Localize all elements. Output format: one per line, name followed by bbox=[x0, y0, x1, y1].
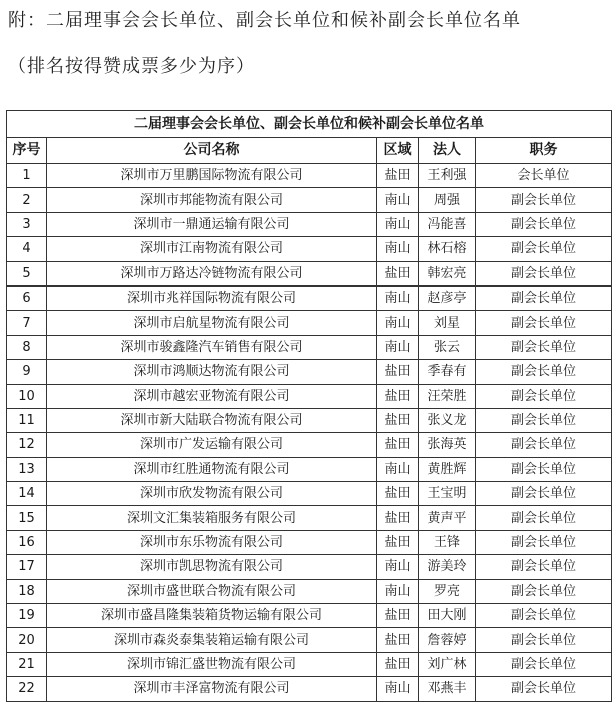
cell-company: 深圳市启航星物流有限公司 bbox=[47, 311, 377, 335]
cell-region: 盐田 bbox=[377, 530, 419, 554]
table-title: 二届理事会会长单位、副会长单位和候补副会长单位名单 bbox=[7, 111, 612, 138]
cell-legal-rep: 季春有 bbox=[419, 360, 476, 384]
cell-legal-rep: 罗亮 bbox=[419, 579, 476, 603]
cell-role: 副会长单位 bbox=[476, 237, 612, 261]
cell-company: 深圳市骏鑫隆汽车销售有限公司 bbox=[47, 335, 377, 359]
cell-region: 盐田 bbox=[377, 164, 419, 188]
cell-number: 10 bbox=[7, 384, 47, 408]
cell-legal-rep: 王利强 bbox=[419, 164, 476, 188]
cell-legal-rep: 韩宏亮 bbox=[419, 261, 476, 286]
cell-company: 深圳市一鼎通运输有限公司 bbox=[47, 212, 377, 236]
cell-region: 南山 bbox=[377, 457, 419, 481]
cell-company: 深圳市江南物流有限公司 bbox=[47, 237, 377, 261]
cell-company: 深圳市欣发物流有限公司 bbox=[47, 482, 377, 506]
table-row bbox=[7, 506, 612, 530]
cell-role: 副会长单位 bbox=[476, 433, 612, 457]
cell-region: 盐田 bbox=[377, 506, 419, 530]
cell-role: 副会长单位 bbox=[476, 506, 612, 530]
cell-legal-rep: 田大刚 bbox=[419, 604, 476, 628]
cell-role: 副会长单位 bbox=[476, 555, 612, 579]
cell-role: 副会长单位 bbox=[476, 188, 612, 212]
cell-role: 副会长单位 bbox=[476, 311, 612, 335]
cell-role: 副会长单位 bbox=[476, 604, 612, 628]
table-row bbox=[7, 384, 612, 408]
table-row bbox=[7, 286, 612, 311]
column-header-legal-rep: 法人 bbox=[419, 138, 476, 164]
cell-region: 南山 bbox=[377, 188, 419, 212]
cell-company: 深圳市东乐物流有限公司 bbox=[47, 530, 377, 554]
cell-number: 18 bbox=[7, 579, 47, 603]
column-header-role: 职务 bbox=[476, 138, 612, 164]
document-subheading: （排名按得赞成票多少为序） bbox=[8, 56, 255, 77]
cell-company: 深圳市邦能物流有限公司 bbox=[47, 188, 377, 212]
cell-company: 深圳市鸿顺达物流有限公司 bbox=[47, 360, 377, 384]
cell-number: 3 bbox=[7, 212, 47, 236]
cell-legal-rep: 黄胜辉 bbox=[419, 457, 476, 481]
cell-legal-rep: 赵彦亭 bbox=[419, 286, 476, 311]
cell-company: 深圳市广发运输有限公司 bbox=[47, 433, 377, 457]
cell-company: 深圳市新大陆联合物流有限公司 bbox=[47, 408, 377, 432]
cell-role: 副会长单位 bbox=[476, 482, 612, 506]
column-header-company: 公司名称 bbox=[47, 138, 377, 164]
cell-number: 19 bbox=[7, 604, 47, 628]
cell-region: 盐田 bbox=[377, 384, 419, 408]
cell-number: 9 bbox=[7, 360, 47, 384]
cell-region: 盐田 bbox=[377, 433, 419, 457]
table-row bbox=[7, 408, 612, 432]
table-row bbox=[7, 335, 612, 359]
member-table-container bbox=[6, 110, 611, 702]
cell-company: 深圳市森炎泰集装箱运输有限公司 bbox=[47, 628, 377, 652]
cell-role: 副会长单位 bbox=[476, 579, 612, 603]
cell-legal-rep: 冯能喜 bbox=[419, 212, 476, 236]
table-row bbox=[7, 579, 612, 603]
cell-company: 深圳市越宏亚物流有限公司 bbox=[47, 384, 377, 408]
cell-role: 副会长单位 bbox=[476, 261, 612, 286]
table-title-row bbox=[7, 111, 612, 138]
cell-region: 南山 bbox=[377, 311, 419, 335]
cell-legal-rep: 詹蓉婷 bbox=[419, 628, 476, 652]
table-row bbox=[7, 311, 612, 335]
table-row bbox=[7, 188, 612, 212]
cell-role: 会长单位 bbox=[476, 164, 612, 188]
table-row bbox=[7, 164, 612, 188]
cell-number: 8 bbox=[7, 335, 47, 359]
cell-legal-rep: 张海英 bbox=[419, 433, 476, 457]
cell-region: 南山 bbox=[377, 555, 419, 579]
cell-number: 21 bbox=[7, 652, 47, 676]
table-header-row bbox=[7, 138, 612, 164]
cell-role: 副会长单位 bbox=[476, 212, 612, 236]
cell-company: 深圳市凯思物流有限公司 bbox=[47, 555, 377, 579]
member-table bbox=[6, 110, 612, 702]
cell-region: 南山 bbox=[377, 286, 419, 311]
cell-number: 15 bbox=[7, 506, 47, 530]
cell-role: 副会长单位 bbox=[476, 384, 612, 408]
table-row bbox=[7, 530, 612, 554]
cell-company: 深圳市万路达冷链物流有限公司 bbox=[47, 261, 377, 286]
cell-company: 深圳市盛世联合物流有限公司 bbox=[47, 579, 377, 603]
cell-region: 盐田 bbox=[377, 360, 419, 384]
cell-region: 南山 bbox=[377, 579, 419, 603]
cell-legal-rep: 周强 bbox=[419, 188, 476, 212]
cell-number: 12 bbox=[7, 433, 47, 457]
cell-legal-rep: 邓燕丰 bbox=[419, 677, 476, 701]
table-row bbox=[7, 628, 612, 652]
table-row bbox=[7, 604, 612, 628]
cell-company: 深圳市红胜通物流有限公司 bbox=[47, 457, 377, 481]
cell-role: 副会长单位 bbox=[476, 677, 612, 701]
cell-region: 南山 bbox=[377, 677, 419, 701]
cell-role: 副会长单位 bbox=[476, 408, 612, 432]
cell-role: 副会长单位 bbox=[476, 457, 612, 481]
cell-region: 盐田 bbox=[377, 604, 419, 628]
cell-region: 盐田 bbox=[377, 408, 419, 432]
cell-number: 11 bbox=[7, 408, 47, 432]
cell-number: 13 bbox=[7, 457, 47, 481]
cell-role: 副会长单位 bbox=[476, 335, 612, 359]
cell-region: 盐田 bbox=[377, 652, 419, 676]
cell-number: 2 bbox=[7, 188, 47, 212]
cell-company: 深圳文汇集装箱服务有限公司 bbox=[47, 506, 377, 530]
cell-legal-rep: 游美玲 bbox=[419, 555, 476, 579]
cell-role: 副会长单位 bbox=[476, 286, 612, 311]
table-row bbox=[7, 482, 612, 506]
cell-region: 南山 bbox=[377, 212, 419, 236]
table-row bbox=[7, 457, 612, 481]
cell-number: 16 bbox=[7, 530, 47, 554]
cell-legal-rep: 张云 bbox=[419, 335, 476, 359]
table-row bbox=[7, 677, 612, 701]
table-row bbox=[7, 555, 612, 579]
cell-region: 南山 bbox=[377, 237, 419, 261]
cell-company: 深圳市丰泽富物流有限公司 bbox=[47, 677, 377, 701]
cell-role: 副会长单位 bbox=[476, 360, 612, 384]
table-row bbox=[7, 360, 612, 384]
cell-number: 7 bbox=[7, 311, 47, 335]
cell-legal-rep: 刘广林 bbox=[419, 652, 476, 676]
cell-legal-rep: 汪荣胜 bbox=[419, 384, 476, 408]
cell-region: 南山 bbox=[377, 335, 419, 359]
table-row bbox=[7, 212, 612, 236]
table-row bbox=[7, 237, 612, 261]
cell-number: 1 bbox=[7, 164, 47, 188]
cell-legal-rep: 黄声平 bbox=[419, 506, 476, 530]
cell-legal-rep: 刘星 bbox=[419, 311, 476, 335]
cell-number: 17 bbox=[7, 555, 47, 579]
cell-legal-rep: 王宝明 bbox=[419, 482, 476, 506]
cell-number: 22 bbox=[7, 677, 47, 701]
cell-role: 副会长单位 bbox=[476, 628, 612, 652]
table-row bbox=[7, 652, 612, 676]
cell-company: 深圳市万里鹏国际物流有限公司 bbox=[47, 164, 377, 188]
cell-number: 14 bbox=[7, 482, 47, 506]
cell-company: 深圳市盛昌隆集装箱货物运输有限公司 bbox=[47, 604, 377, 628]
cell-region: 盐田 bbox=[377, 482, 419, 506]
table-row bbox=[7, 433, 612, 457]
cell-number: 4 bbox=[7, 237, 47, 261]
cell-role: 副会长单位 bbox=[476, 652, 612, 676]
document-heading: 附：二届理事会会长单位、副会长单位和候补副会长单位名单 bbox=[8, 10, 521, 31]
cell-legal-rep: 王锋 bbox=[419, 530, 476, 554]
cell-region: 盐田 bbox=[377, 628, 419, 652]
cell-legal-rep: 张义龙 bbox=[419, 408, 476, 432]
cell-region: 盐田 bbox=[377, 261, 419, 286]
cell-company: 深圳市锦汇盛世物流有限公司 bbox=[47, 652, 377, 676]
column-header-number: 序号 bbox=[7, 138, 47, 164]
cell-number: 6 bbox=[7, 286, 47, 311]
cell-number: 20 bbox=[7, 628, 47, 652]
table-row bbox=[7, 261, 612, 286]
column-header-region: 区域 bbox=[377, 138, 419, 164]
cell-number: 5 bbox=[7, 261, 47, 286]
cell-company: 深圳市兆祥国际物流有限公司 bbox=[47, 286, 377, 311]
cell-role: 副会长单位 bbox=[476, 530, 612, 554]
cell-legal-rep: 林石榕 bbox=[419, 237, 476, 261]
